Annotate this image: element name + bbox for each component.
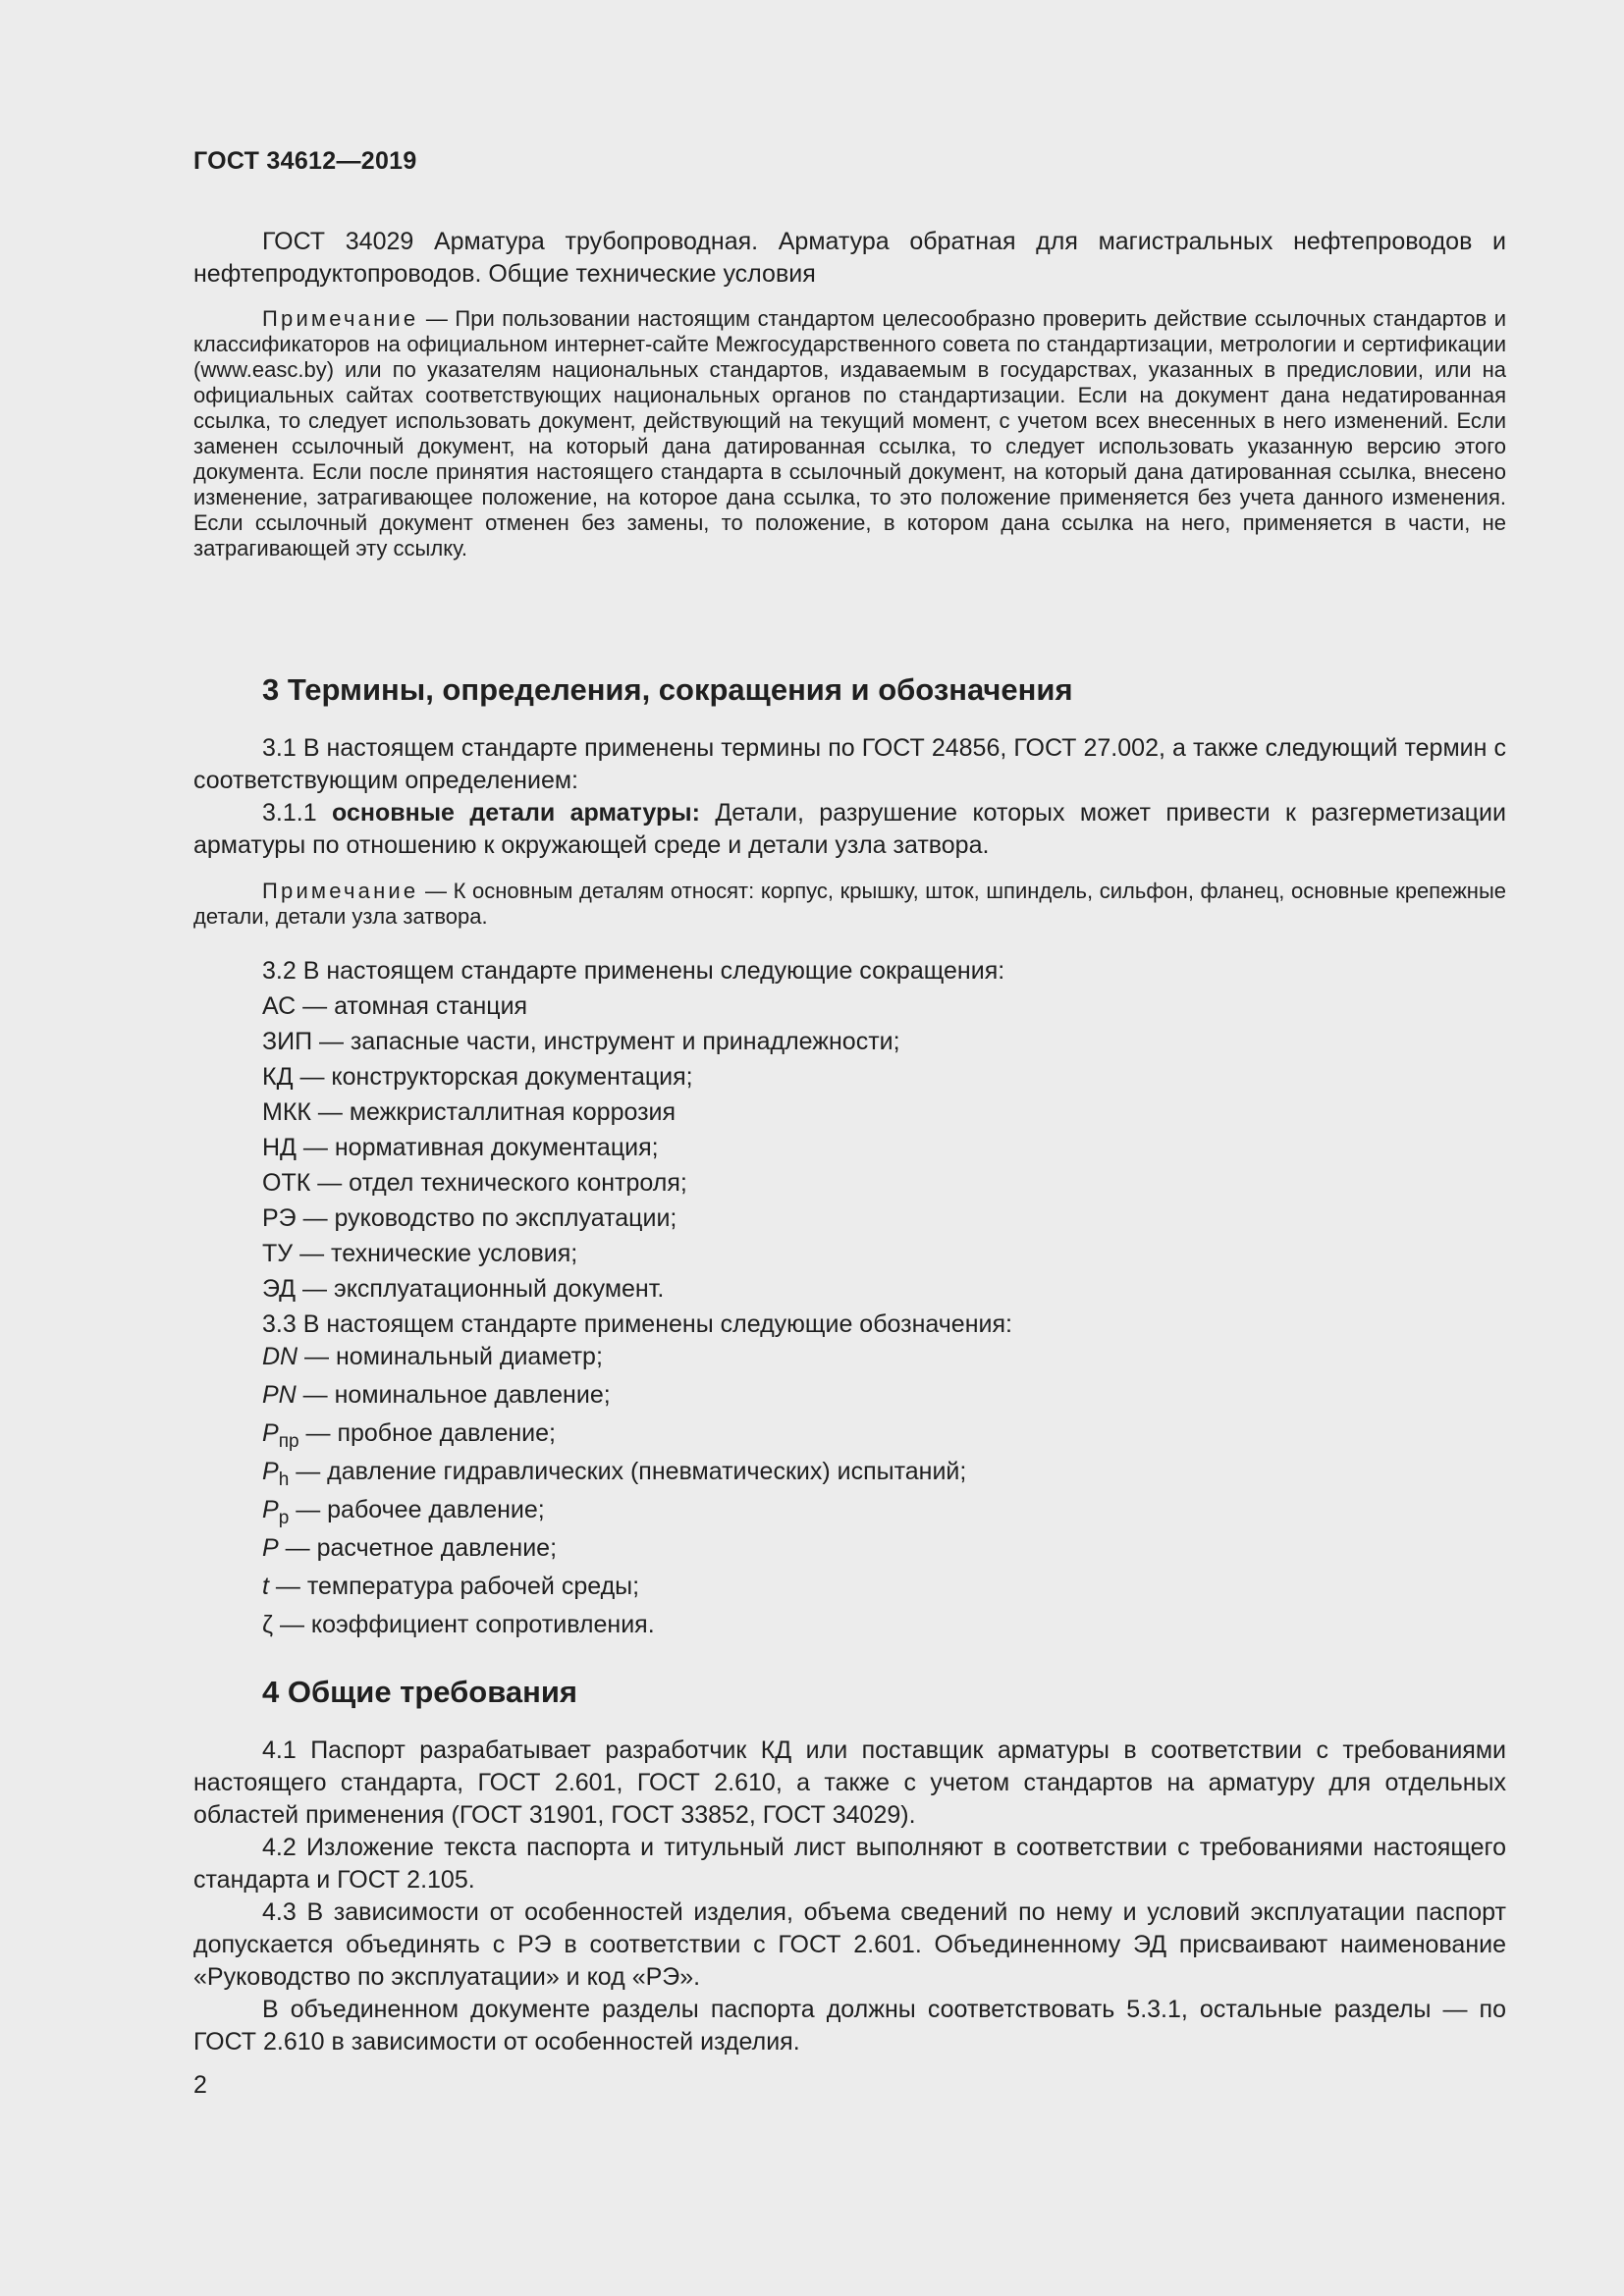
note-label: Примечание xyxy=(262,306,419,331)
paragraph-3-2: 3.2 В настоящем стандарте применены следующие сокращения: xyxy=(262,957,1005,985)
term-definition: Детали, разрушение которых может привести к разгерметизации арматуры по отношению к окружающей среде и детали узла затвора. xyxy=(193,799,1506,859)
symbol-item xyxy=(193,1415,1506,1453)
note-label: Примечание xyxy=(262,879,419,903)
symbol: PN xyxy=(262,1381,297,1409)
symbol-subscript: h xyxy=(278,1469,290,1490)
symbol-item xyxy=(193,1491,1506,1529)
abbreviation-item: ОТК — отдел технического контроля; xyxy=(262,1169,687,1197)
paragraph-3-1: 3.1 В настоящем стандарте применены термины по ГОСТ 24856, ГОСТ 27.002, а также следующий термин с соответствующим определением: xyxy=(193,734,1506,794)
paragraph-3-3: 3.3 В настоящем стандарте применены следующие обозначения: xyxy=(262,1310,1012,1338)
page-number: 2 xyxy=(193,2071,207,2099)
document-code: ГОСТ 34612—2019 xyxy=(193,147,417,175)
symbol-meaning: — номинальное давление; xyxy=(296,1381,611,1409)
abbreviation-item: ТУ — технические условия; xyxy=(262,1240,578,1267)
symbol-subscript: пр xyxy=(278,1431,299,1452)
symbol-item xyxy=(193,1606,1506,1644)
clause-number: 3.1.1 xyxy=(262,799,333,827)
abbreviation-item: НД — нормативная документация; xyxy=(262,1134,659,1161)
symbol: P xyxy=(262,1419,279,1447)
symbol-meaning: — расчетное давление; xyxy=(278,1534,558,1562)
paragraph-4-3: 4.3 В зависимости от особенностей изделия, объема сведений по нему и условий эксплуатации паспорт допускается объединять с РЭ в соответствии с ГОСТ 2.601. Объединенному ЭД присваивают наименование «Руководство по эксплуатации» и код «РЭ». xyxy=(193,1898,1506,1991)
abbreviation-item: МКК — межкристаллитная коррозия xyxy=(262,1098,677,1126)
symbol-subscript: p xyxy=(278,1508,290,1528)
symbol-item xyxy=(193,1529,1506,1568)
abbreviation-item: РЭ — руководство по эксплуатации; xyxy=(262,1204,677,1232)
note-main-parts xyxy=(193,879,1506,930)
symbol-meaning: — температура рабочей среды; xyxy=(268,1573,640,1600)
ref-entry-gost-34029: ГОСТ 34029 Арматура трубопроводная. Арматура обратная для магистральных нефтепроводов и нефтепродуктопроводов. Общие технические условия xyxy=(193,228,1506,288)
symbol: ζ xyxy=(262,1611,274,1638)
symbol-item xyxy=(193,1376,1506,1415)
section-3-heading: 3 Термины, определения, сокращения и обозначения xyxy=(262,672,1073,707)
symbol: t xyxy=(262,1573,269,1600)
symbol-item xyxy=(193,1568,1506,1606)
symbol-meaning: — пробное давление; xyxy=(298,1419,556,1447)
term-main-parts: основные детали арматуры: xyxy=(332,799,700,827)
note-text: — К основным деталям относят: корпус, крышку, шток, шпиндель, сильфон, фланец, основные крепежные детали, детали узла затвора. xyxy=(193,879,1506,929)
section-4-heading: 4 Общие требования xyxy=(262,1675,577,1709)
symbol-meaning: — давление гидравлических (пневматических) испытаний; xyxy=(289,1458,967,1485)
symbol: DN xyxy=(262,1343,298,1370)
abbreviations-block xyxy=(193,953,1506,1342)
abbreviation-item: АС — атомная станция xyxy=(262,992,528,1020)
symbols-block xyxy=(193,1338,1506,1644)
symbol-item xyxy=(193,1453,1506,1491)
paragraph-4-3-continued: В объединенном документе разделы паспорта должны соответствовать 5.3.1, остальные разделы — по ГОСТ 2.610 в зависимости от особенностей изделия. xyxy=(193,1996,1506,2056)
symbol-meaning: — рабочее давление; xyxy=(289,1496,545,1523)
symbol: P xyxy=(262,1496,279,1523)
symbol-meaning: — номинальный диаметр; xyxy=(298,1343,603,1370)
abbreviation-item: КД — конструкторская документация; xyxy=(262,1063,693,1091)
symbol: P xyxy=(262,1458,279,1485)
paragraph-3-1-1 xyxy=(193,797,1506,862)
symbol-item xyxy=(193,1338,1506,1376)
paragraph-4-1: 4.1 Паспорт разрабатывает разработчик КД или поставщик арматуры в соответствии с требованиями настоящего стандарта, ГОСТ 2.601, ГОСТ 2.610, а также с учетом стандартов на арматуру для отдельных областей применения (ГОСТ 31901, ГОСТ 33852, ГОСТ 34029). xyxy=(193,1736,1506,1829)
paragraph-4-2: 4.2 Изложение текста паспорта и титульный лист выполняют в соответствии с требованиями настоящего стандарта и ГОСТ 2.105. xyxy=(193,1834,1506,1894)
symbol-meaning: — коэффициент сопротивления. xyxy=(273,1611,655,1638)
abbreviation-item: ЗИП — запасные части, инструмент и принадлежности; xyxy=(262,1028,900,1055)
symbol: P xyxy=(262,1534,279,1562)
note-text: — При пользовании настоящим стандартом целесообразно проверить действие ссылочных стандартов и классификаторов на официальном интернет-сайте Межгосударственного совета по стандартизации, метрологии и сертификации (www.easc.by) или по указателям национальных стандартов, издаваемым в государствах, указанных в предисловии, или на официальных сайтах соответствующих национальных органов по стандартизации. Если на документ дана недатированная ссылка, то следует использовать документ, действующий на текущий момент, с учетом всех внесенных в него изменений. Если заменен ссылочный документ, на который дана датированная ссылка, то следует использовать указанную версию этого документа. Если после принятия настоящего стандарта в ссылочный документ, на который дана датированная ссылка, внесено изменение, затрагивающее положение, на которое дана ссылка, то это положение применяется без учета данного изменения. Если ссылочный документ отменен без замены, то положение, в котором дана ссылка на него, применяется в части, не затрагивающей эту ссылку. xyxy=(193,306,1506,561)
note-references xyxy=(193,306,1506,561)
abbreviation-item: ЭД — эксплуатационный документ. xyxy=(262,1275,665,1303)
